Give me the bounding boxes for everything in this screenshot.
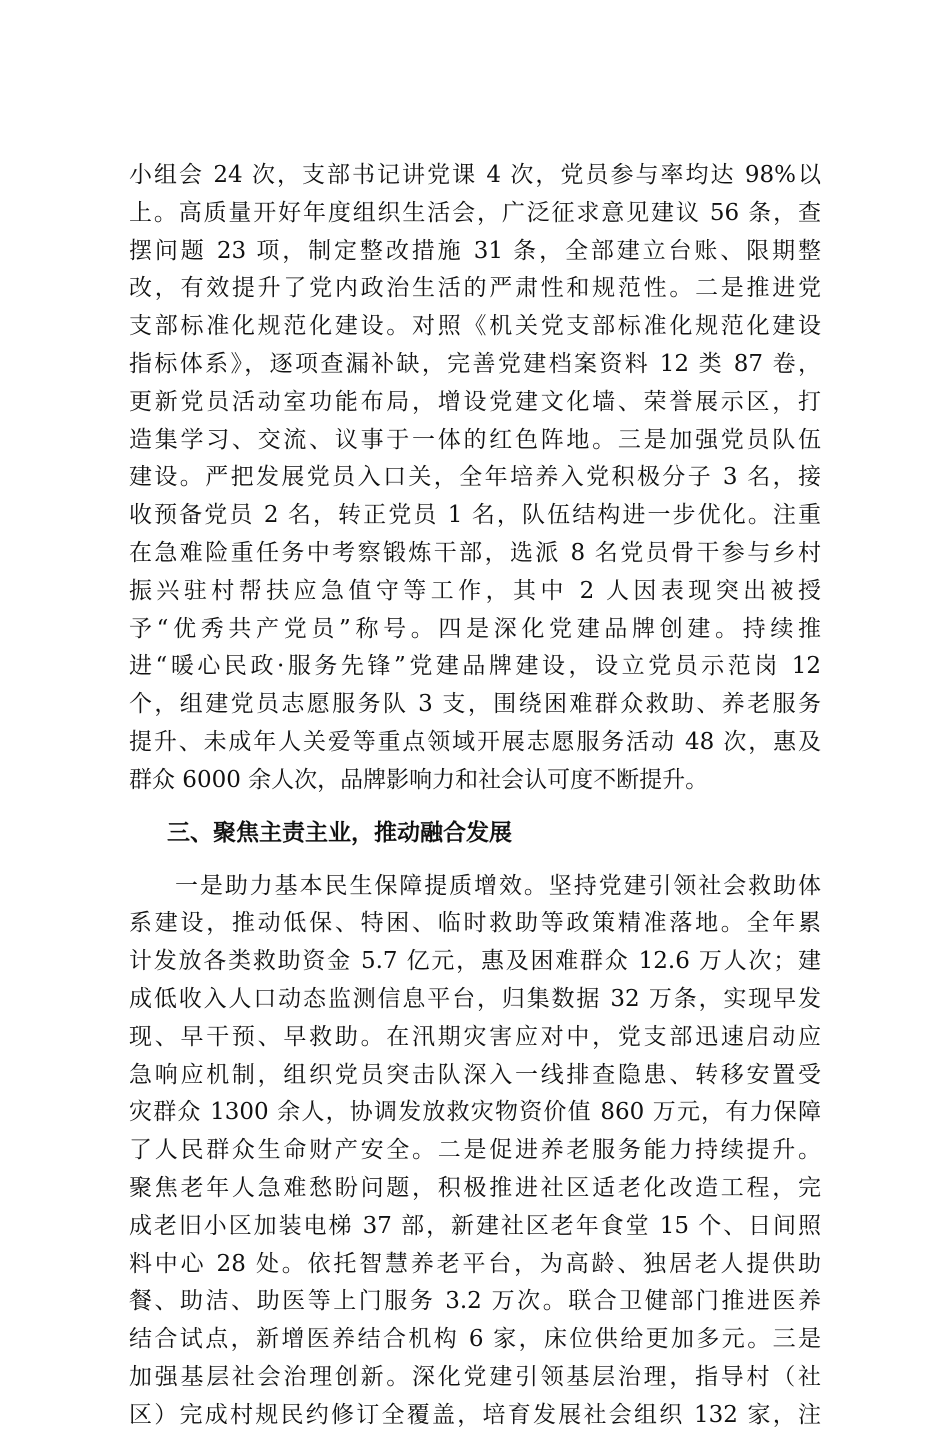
text-line: 聚焦老年人急难愁盼问题，积极推进社区适老化改造工程，完 bbox=[129, 1174, 821, 1201]
text-line: 了人民群众生命财产安全。二是促进养老服务能力持续提升。 bbox=[129, 1137, 821, 1164]
text-line: 加强基层社会治理创新。深化党建引领基层治理，指导村（社 bbox=[129, 1363, 821, 1390]
text-line: 现、早干预、早救助。在汛期灾害应对中，党支部迅速启动应 bbox=[129, 1023, 821, 1050]
text-line: 急响应机制，组织党员突击队深入一线排查隐患、转移安置受 bbox=[129, 1061, 821, 1088]
text-line: 支部标准化规范化建设。对照《机关党支部标准化规范化建设 bbox=[129, 313, 821, 340]
text-line: 造集学习、交流、议事于一体的红色阵地。三是加强党员队伍 bbox=[129, 426, 821, 453]
text-line: 改，有效提升了党内政治生活的严肃性和规范性。二是推进党 bbox=[129, 275, 821, 302]
text-line: 成低收入人口动态监测信息平台，归集数据 32 万条，实现早发 bbox=[129, 985, 821, 1012]
text-line: 小组会 24 次，支部书记讲党课 4 次，党员参与率均达 98%以 bbox=[129, 162, 821, 188]
document-page bbox=[129, 157, 821, 1435]
text-line: 予“优秀共产党员”称号。四是深化党建品牌创建。持续推 bbox=[129, 615, 821, 642]
text-line: 结合试点，新增医养结合机构 6 家，床位供给更加多元。三是 bbox=[129, 1326, 821, 1353]
text-line: 系建设，推动低保、特困、临时救助等政策精准落地。全年累 bbox=[129, 910, 821, 937]
body-paragraph-2 bbox=[129, 868, 821, 1435]
text-line: 更新党员活动室功能布局，增设党建文化墙、荣誉展示区，打 bbox=[129, 388, 821, 415]
text-line: 个，组建党员志愿服务队 3 支，围绕困难群众救助、养老服务 bbox=[129, 691, 821, 718]
text-line: 成老旧小区加装电梯 37 部，新建社区老年食堂 15 个、日间照 bbox=[129, 1212, 821, 1239]
text-line: 建设。严把发展党员入口关，全年培养入党积极分子 3 名，接 bbox=[129, 464, 821, 491]
text-line: 群众 6000 余人次，品牌影响力和社会认可度不断提升。 bbox=[129, 766, 709, 793]
section-heading: 三、聚焦主责主业，推动融合发展 bbox=[167, 819, 512, 846]
text-line: 计发放各类救助资金 5.7 亿元，惠及困难群众 12.6 万人次；建 bbox=[129, 948, 821, 975]
text-line: 指标体系》，逐项查漏补缺，完善党建档案资料 12 类 87 卷， bbox=[129, 350, 821, 377]
text-line: 进“暖心民政·服务先锋”党建品牌建设，设立党员示范岗 12 bbox=[129, 653, 821, 680]
text-line: 区）完成村规民约修订全覆盖，培育发展社会组织 132 家，注 bbox=[129, 1401, 821, 1428]
text-line: 一是助力基本民生保障提质增效。坚持党建引领社会救助体 bbox=[175, 872, 821, 899]
body-paragraph-1 bbox=[129, 157, 821, 800]
text-line: 提升、未成年人关爱等重点领域开展志愿服务活动 48 次，惠及 bbox=[129, 728, 821, 755]
text-line: 摆问题 23 项，制定整改措施 31 条，全部建立台账、限期整 bbox=[129, 237, 821, 264]
text-line: 上。高质量开好年度组织生活会，广泛征求意见建议 56 条，查 bbox=[129, 199, 821, 226]
text-line: 振兴驻村帮扶应急值守等工作，其中 2 人因表现突出被授 bbox=[129, 577, 821, 604]
text-line: 餐、助洁、助医等上门服务 3.2 万次。联合卫健部门推进医养 bbox=[129, 1288, 821, 1315]
text-line: 灾群众 1300 余人，协调发放救灾物资价值 860 万元，有力保障 bbox=[129, 1099, 821, 1126]
text-line: 料中心 28 处。依托智慧养老平台，为高龄、独居老人提供助 bbox=[129, 1250, 821, 1277]
text-line: 收预备党员 2 名，转正党员 1 名，队伍结构进一步优化。注重 bbox=[129, 502, 821, 529]
text-line: 在急难险重任务中考察锻炼干部，选派 8 名党员骨干参与乡村 bbox=[129, 539, 821, 566]
